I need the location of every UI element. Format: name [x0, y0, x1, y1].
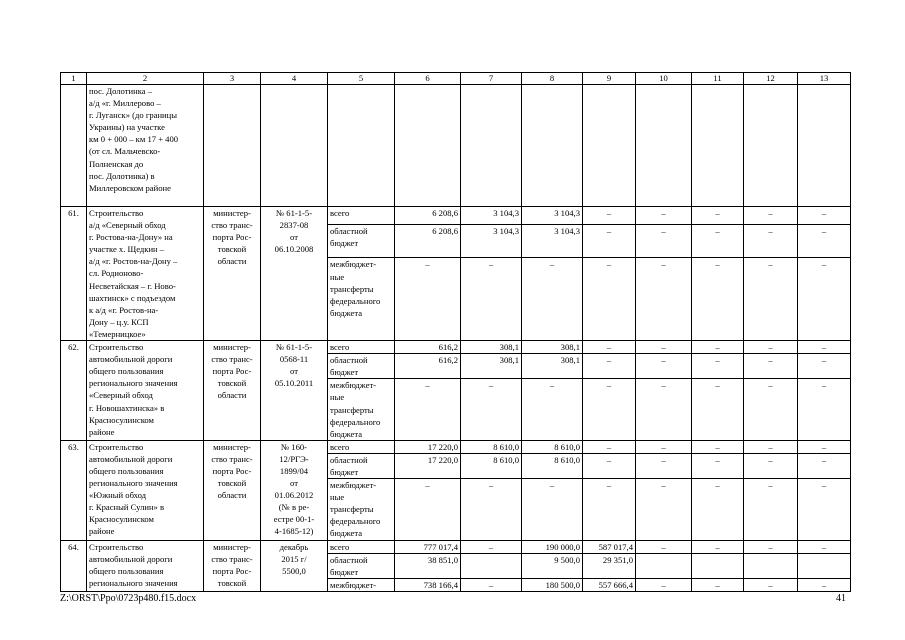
amount-cell: – [636, 578, 692, 591]
document-number: № 160- 12/РГЭ- 1899/04 от 01.06.2012 (№ в ре- естре 00-1- 4-1685-12) [261, 440, 328, 540]
table-row [61, 207, 851, 225]
amount-cell: – [395, 379, 461, 440]
amount-cell: – [744, 578, 798, 591]
amount-cell: – [636, 379, 692, 440]
amount-cell: – [395, 258, 461, 341]
table-body [61, 73, 851, 592]
amount-cell: – [744, 341, 798, 354]
amount-cell [798, 553, 851, 578]
amount-cell: – [744, 479, 798, 540]
amount-cell: 308,1 [522, 341, 583, 354]
amount-cell: – [692, 258, 744, 341]
amount-cell: 6 208,6 [395, 224, 461, 258]
amount-cell: – [395, 479, 461, 540]
empty-cell [204, 85, 261, 207]
funding-source: межбюджет- ные трансферты федерального бюджета [328, 379, 395, 440]
amount-cell: – [583, 354, 636, 379]
amount-cell: – [798, 224, 851, 258]
empty-cell [522, 85, 583, 207]
funding-source: областной бюджет [328, 553, 395, 578]
amount-cell: – [636, 453, 692, 478]
funding-source: всего [328, 540, 395, 553]
empty-cell [744, 85, 798, 207]
empty-cell [61, 85, 87, 207]
amount-cell: 308,1 [461, 341, 522, 354]
header-cell: 7 [461, 73, 522, 85]
amount-cell: – [583, 258, 636, 341]
item-number: 62. [61, 341, 87, 441]
funding-source: всего [328, 207, 395, 225]
header-row [61, 73, 851, 85]
amount-cell: – [798, 440, 851, 453]
header-cell: 2 [87, 73, 204, 85]
empty-cell [461, 85, 522, 207]
header-cell: 11 [692, 73, 744, 85]
amount-cell: – [744, 379, 798, 440]
funding-source: областной бюджет [328, 224, 395, 258]
continuation-row [61, 85, 851, 207]
amount-cell: 616,2 [395, 341, 461, 354]
amount-cell: 29 351,0 [583, 553, 636, 578]
customer: министер- ство транс- порта Рос- товской [204, 540, 261, 591]
funding-source: всего [328, 440, 395, 453]
header-cell: 4 [261, 73, 328, 85]
amount-cell: 180 500,0 [522, 578, 583, 591]
object-name: Строительство а/д «Северный обход г. Ростова-на-Дону» на участке х. Щедкин – а/д «г. Ростов-на-Дону – сл. Родионово- Несветайская – г. Ново- шахтинск» с подъездом к а/д «г. Ростов-на- Дону – ц.у. КСП «Темерницкое» [87, 207, 204, 341]
amount-cell: – [692, 479, 744, 540]
amount-cell: – [636, 207, 692, 225]
amount-cell: – [522, 258, 583, 341]
funding-source: всего [328, 341, 395, 354]
funding-source: областной бюджет [328, 354, 395, 379]
document-number: № 61-1-5- 2837-08 от 06.10.2008 [261, 207, 328, 341]
amount-cell: – [636, 479, 692, 540]
amount-cell: 8 610,0 [522, 440, 583, 453]
page-number: 41 [836, 593, 846, 604]
amount-cell: – [692, 341, 744, 354]
customer: министер- ство транс- порта Рос- товской области [204, 341, 261, 441]
amount-cell: – [636, 224, 692, 258]
amount-cell: 308,1 [522, 354, 583, 379]
header-cell: 12 [744, 73, 798, 85]
amount-cell: 6 208,6 [395, 207, 461, 225]
amount-cell: – [744, 540, 798, 553]
amount-cell: – [636, 354, 692, 379]
amount-cell: – [692, 379, 744, 440]
amount-cell: – [583, 453, 636, 478]
amount-cell: – [692, 540, 744, 553]
amount-cell: 3 104,3 [522, 224, 583, 258]
amount-cell: – [692, 578, 744, 591]
amount-cell: 308,1 [461, 354, 522, 379]
amount-cell: – [798, 540, 851, 553]
customer: министер- ство транс- порта Рос- товской области [204, 207, 261, 341]
amount-cell: – [798, 341, 851, 354]
amount-cell: – [636, 440, 692, 453]
file-path: Z:\ORST\Ppo\0723p480.f15.docx [60, 593, 197, 604]
amount-cell: – [583, 440, 636, 453]
amount-cell: 3 104,3 [461, 207, 522, 225]
amount-cell: – [744, 440, 798, 453]
amount-cell: – [744, 224, 798, 258]
header-cell: 6 [395, 73, 461, 85]
amount-cell: – [461, 258, 522, 341]
empty-cell [395, 85, 461, 207]
amount-cell: – [522, 379, 583, 440]
amount-cell: 3 104,3 [522, 207, 583, 225]
amount-cell [692, 553, 744, 578]
header-cell: 8 [522, 73, 583, 85]
amount-cell: 616,2 [395, 354, 461, 379]
amount-cell [744, 553, 798, 578]
amount-cell: – [636, 258, 692, 341]
amount-cell: 190 000,0 [522, 540, 583, 553]
amount-cell: – [461, 479, 522, 540]
budget-table [60, 72, 851, 592]
amount-cell: 557 666,4 [583, 578, 636, 591]
amount-cell: 17 220,0 [395, 440, 461, 453]
amount-cell: – [692, 354, 744, 379]
amount-cell: – [798, 258, 851, 341]
amount-cell: – [692, 224, 744, 258]
amount-cell: 738 166,4 [395, 578, 461, 591]
amount-cell: – [583, 224, 636, 258]
amount-cell: – [798, 354, 851, 379]
amount-cell: – [522, 479, 583, 540]
header-cell: 9 [583, 73, 636, 85]
document-number: № 61-1-5- 0568-11 от 05.10.2011 [261, 341, 328, 441]
object-name: Строительство автомобильной дороги общего пользования регионального значения «Южный обход г. Красный Сулин» в Красносулинском районе [87, 440, 204, 540]
header-cell: 5 [328, 73, 395, 85]
amount-cell [636, 553, 692, 578]
amount-cell: – [461, 578, 522, 591]
table-row [61, 540, 851, 553]
amount-cell: 587 017,4 [583, 540, 636, 553]
amount-cell: 9 500,0 [522, 553, 583, 578]
item-number: 64. [61, 540, 87, 591]
amount-cell: – [461, 540, 522, 553]
amount-cell [461, 553, 522, 578]
amount-cell: 8 610,0 [461, 453, 522, 478]
amount-cell: – [744, 354, 798, 379]
amount-cell: – [583, 479, 636, 540]
amount-cell: – [692, 440, 744, 453]
customer: министер- ство транс- порта Рос- товской области [204, 440, 261, 540]
funding-source: межбюджет- [328, 578, 395, 591]
item-number: 61. [61, 207, 87, 341]
item-number: 63. [61, 440, 87, 540]
table-row [61, 440, 851, 453]
empty-cell [328, 85, 395, 207]
amount-cell: 38 851,0 [395, 553, 461, 578]
amount-cell: – [798, 453, 851, 478]
amount-cell: – [636, 341, 692, 354]
header-cell: 3 [204, 73, 261, 85]
amount-cell: 3 104,3 [461, 224, 522, 258]
empty-cell [636, 85, 692, 207]
amount-cell: – [583, 379, 636, 440]
header-cell: 13 [798, 73, 851, 85]
object-name: пос. Долотинка – а/д «г. Миллерово – г. Луганск» (до границы Украины) на участке км 0 + 000 – км 17 + 400 (от сл. Мальчевско- Полненская до пос. Долотинка) в Миллеровском районе [87, 85, 204, 207]
amount-cell: 17 220,0 [395, 453, 461, 478]
amount-cell: – [636, 540, 692, 553]
empty-cell [583, 85, 636, 207]
amount-cell: – [583, 341, 636, 354]
header-cell: 1 [61, 73, 87, 85]
object-name: Строительство автомобильной дороги общего пользования регионального значения [87, 540, 204, 591]
amount-cell: – [461, 379, 522, 440]
amount-cell: – [692, 453, 744, 478]
amount-cell: 8 610,0 [461, 440, 522, 453]
empty-cell [261, 85, 328, 207]
header-cell: 10 [636, 73, 692, 85]
amount-cell: – [744, 207, 798, 225]
funding-source: областной бюджет [328, 453, 395, 478]
amount-cell: – [798, 578, 851, 591]
amount-cell: – [744, 453, 798, 478]
object-name: Строительство автомобильной дороги общего пользования регионального значения «Северный обход г. Новошахтинска» в Красносулинском районе [87, 341, 204, 441]
table-row [61, 341, 851, 354]
amount-cell: – [798, 379, 851, 440]
amount-cell: – [798, 207, 851, 225]
amount-cell: – [583, 207, 636, 225]
empty-cell [692, 85, 744, 207]
funding-source: межбюджет- ные трансферты федерального бюджета [328, 258, 395, 341]
amount-cell: 777 017,4 [395, 540, 461, 553]
amount-cell: – [798, 479, 851, 540]
empty-cell [798, 85, 851, 207]
funding-source: межбюджет- ные трансферты федерального бюджета [328, 479, 395, 540]
amount-cell: 8 610,0 [522, 453, 583, 478]
amount-cell: – [692, 207, 744, 225]
amount-cell: – [744, 258, 798, 341]
document-number: декабрь 2015 г/ 5500,0 [261, 540, 328, 591]
